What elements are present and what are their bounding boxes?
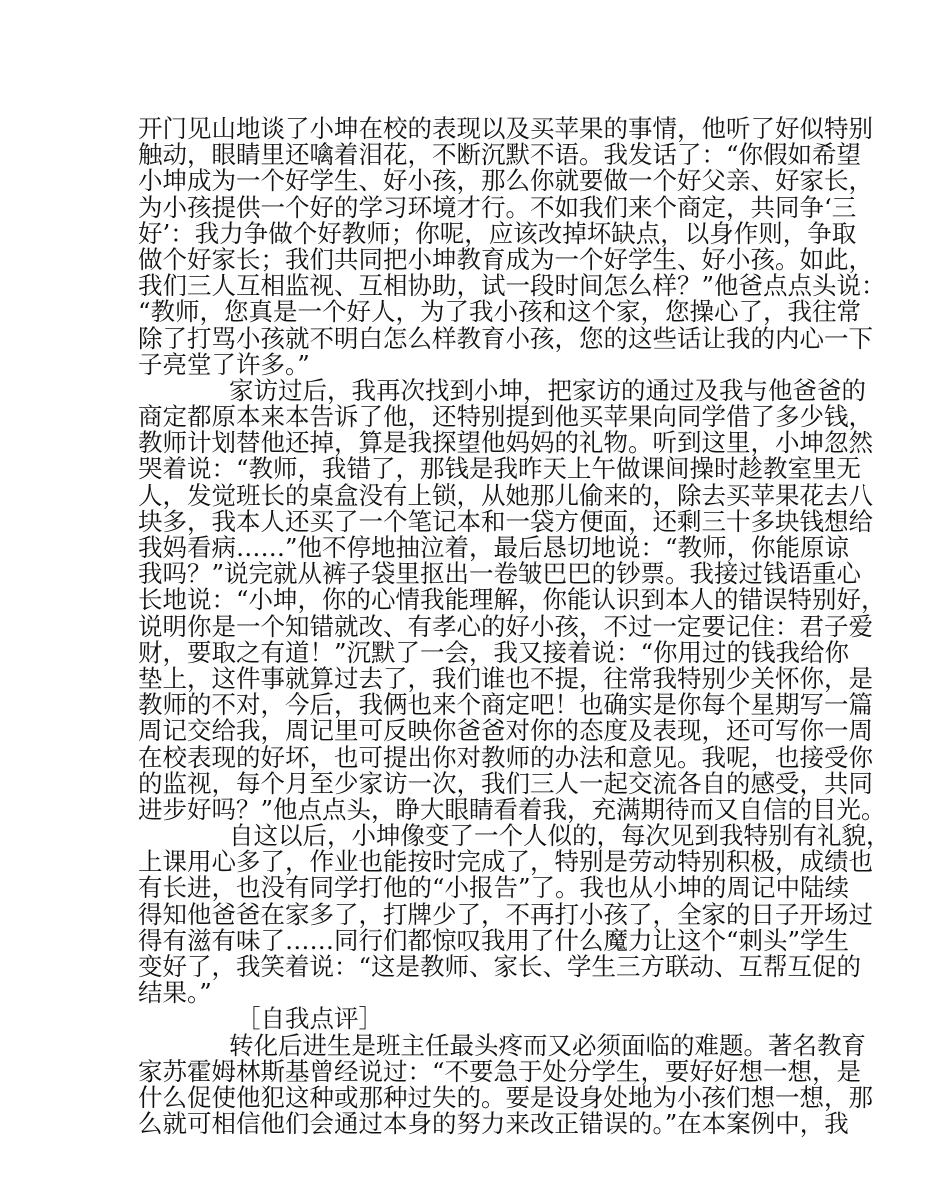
text-line: 进步好吗？”他点点头，睁大眼睛看着我，充满期待而又自信的目光。 [138,794,886,824]
paragraph-start-line: 家访过后，我再次找到小坤，把家访的通过及我与他爸爸的 [229,375,866,405]
text-line: 教师的不对，今后，我俩也来个商定吧！也确实是你每个星期写一篇 [138,690,873,720]
text-line: 为小孩提供一个好的学习环境才行。不如我们来个商定，共同争‘三 [138,192,857,222]
text-line: 在校表现的好坏，也可提出你对教师的办法和意见。我呢，也接受你 [138,742,873,772]
text-line: 开门见山地谈了小坤在校的表现以及买苹果的事情，他听了好似特别 [138,114,873,143]
text-line: 周记交给我，周记里可反映你爸爸对你的态度及表现，还可写你一周 [138,716,873,746]
text-line: 人，发觉班长的桌盒没有上锁，从她那儿偷来的，除去买苹果花去八 [138,480,873,510]
text-line: 我吗？”说完就从裤子袋里抠出一卷皱巴巴的钞票。我接过钱语重心 [138,559,862,589]
text-line: 的监视，每个月至少家访一次，我们三人一起交流各自的感受，共同 [138,768,873,798]
text-line: 变好了，我笑着说：“这是教师、家长、学生三方联动、互帮互促的 [138,952,862,981]
text-line: 什么促使他犯这种或那种过失的。要是设身处地为小孩们想一想，那 [138,1082,873,1112]
text-line: 有长进，也没有同学打他的“小报告”了。我也从小坤的周记中陆续 [138,873,850,903]
text-line: 得有滋有味了……同行们都惊叹我用了什么魔力让这个“刺头”学生 [138,925,850,955]
paragraph-start-line: 转化后进生是班主任最头疼而又必须面临的难题。著名教育 [229,1030,866,1060]
text-line: 哭着说：“教师，我错了，那钱是我昨天上午做课间操时趁教室里无 [138,454,862,484]
text-line: 小坤成为一个好学生、好小孩，那么你就要做一个好父亲、好家长， [138,166,873,196]
text-line: 垫上，这件事就算过去了，我们谁也不提，往常我特别少关怀你，是 [138,663,873,693]
text-line: 家苏霍姆林斯基曾经说过：“不要急于处分学生，要好好想一想，是 [138,1056,862,1086]
text-line: 我妈看病……”他不停地抽泣着，最后恳切地说：“教师，你能原谅 [138,533,850,562]
text-line: 上课用心多了，作业也能按时完成了，特别是劳动特别积极，成绩也 [138,847,873,877]
text-line: 教师计划替他还掉，算是我探望他妈妈的礼物。听到这里，小坤忽然 [138,428,873,458]
paragraph-start-line: 自这以后，小坤像变了一个人似的，每次见到我特别有礼貌， [229,821,891,851]
text-line: 财，要取之有道！”沉默了一会，我又接着说：“你用过的钱我给你 [138,637,850,667]
text-line: 结果。” [138,978,212,1008]
text-line: 块多，我本人还买了一个笔记本和一袋方便面，还剩三十多块钱想给 [138,506,873,536]
text-line: 除了打骂小孩就不明白怎么样教育小孩，您的这些话让我的内心一下 [138,323,873,353]
text-line: 得知他爸爸在家多了，打牌少了，不再打小孩了，全家的日子开场过 [138,899,873,929]
text-line: 么就可相信他们会通过本身的努力来改正错误的。”在本案例中，我 [138,1109,849,1139]
text-line: 触动，眼睛里还噙着泪花，不断沉默不语。我发话了：“你假如希望 [138,140,862,170]
text-line: 说明你是一个知错就改、有孝心的好小孩，不过一定要记住：君子爱 [138,611,873,641]
text-line: 商定都原本来本告诉了他，还特别提到他买苹果向同学借了多少钱， [138,402,873,432]
text-line: 做个好家长；我们共同把小坤教育成为一个好学生、好小孩。如此， [138,244,873,274]
document-page [138,114,891,1139]
section-heading: ［自我点评］ [236,1004,383,1034]
text-line: 我们三人互相监视、互相协助，试一段时间怎么样？”他爸点点头说： [138,271,886,301]
text-line: 好’：我力争做个好教师；你呢，应该改掉坏缺点，以身作则，争取 [138,218,857,248]
text-line: 子亮堂了许多。” [138,349,310,379]
text-line: 长地说：“小坤，你的心情我能理解，你能认识到本人的错误特别好， [138,585,886,615]
text-line: “教师，您真是一个好人，为了我小孩和这个家，您操心了，我往常 [138,297,862,327]
